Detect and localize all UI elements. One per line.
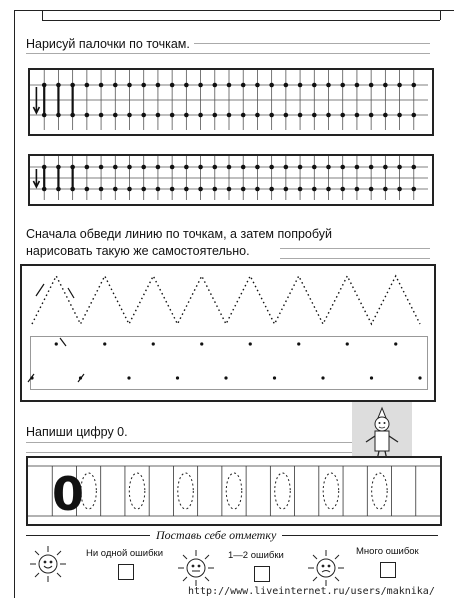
guide-dot [227, 113, 232, 118]
page-frame-corner [440, 10, 455, 20]
stick-grid-1-lines [30, 70, 432, 134]
guide-dot [411, 83, 416, 88]
guide-dot [284, 83, 289, 88]
guide-dot [99, 83, 104, 88]
dotted-zero-template [129, 473, 145, 509]
guide-dot [284, 165, 289, 170]
guide-dot [284, 113, 289, 118]
guide-dot [340, 165, 345, 170]
guide-dot [321, 376, 324, 379]
guide-dot [55, 342, 58, 345]
guide-dot [312, 165, 317, 170]
sun-icon [306, 548, 346, 588]
guide-dot [397, 187, 402, 192]
sample-digit: 0 [52, 467, 85, 521]
digit-practice-cells [28, 458, 440, 524]
guide-dot [152, 342, 155, 345]
guide-dot [241, 187, 246, 192]
guide-dot [255, 187, 260, 192]
dotted-zero-template [226, 473, 242, 509]
guide-dot [103, 342, 106, 345]
rating-checkbox-few-errors[interactable] [254, 566, 270, 582]
guide-dot [383, 83, 388, 88]
guide-dot [241, 165, 246, 170]
guide-dot [297, 342, 300, 345]
guide-dot [383, 187, 388, 192]
guide-dot [170, 187, 175, 192]
guide-dot [198, 165, 203, 170]
dotted-zero-template [275, 473, 291, 509]
guide-dot [85, 165, 90, 170]
guide-dot [141, 113, 146, 118]
guide-dot [227, 83, 232, 88]
guide-dot [70, 165, 75, 170]
stick-grid-2-lines [30, 156, 432, 204]
guide-dot [346, 342, 349, 345]
guide-dot [326, 83, 331, 88]
guide-dot [312, 83, 317, 88]
guide-dot [170, 165, 175, 170]
guide-dot [255, 83, 260, 88]
guide-dot [355, 83, 360, 88]
guide-dot [198, 83, 203, 88]
guide-dot [394, 342, 397, 345]
guide-dot [326, 165, 331, 170]
guide-dot [99, 187, 104, 192]
guide-dot [397, 165, 402, 170]
guide-dot [141, 165, 146, 170]
guide-dot [113, 187, 118, 192]
guide-dot [269, 165, 274, 170]
direction-arrow [60, 338, 66, 346]
guide-dot [70, 113, 75, 118]
rating-checkbox-no-errors[interactable] [118, 564, 134, 580]
guide-dot [312, 187, 317, 192]
guide-dot [127, 376, 130, 379]
dotted-zero-template [323, 473, 339, 509]
guide-dot [269, 113, 274, 118]
guide-dot [85, 83, 90, 88]
instruction-band [26, 442, 356, 453]
rating-option-label: 1—2 ошибки [228, 550, 284, 561]
guide-dot [113, 83, 118, 88]
guide-dot [113, 113, 118, 118]
guide-dot [127, 165, 132, 170]
guide-dot [184, 113, 189, 118]
guide-dot [56, 113, 61, 118]
guide-dot [298, 165, 303, 170]
guide-dot [141, 187, 146, 192]
rating-option-label: Ни одной ошибки [86, 548, 164, 559]
task1-instruction: Нарисуй палочки по точкам. [26, 36, 194, 53]
guide-dot [198, 187, 203, 192]
guide-dot [42, 165, 47, 170]
guide-dot [70, 187, 75, 192]
source-url: http://www.liveinternet.ru/users/maknika/ [188, 586, 435, 597]
task2-instruction: Сначала обведи линию по точкам, а затем попробуй нарисовать такую же самостоятельно. [26, 227, 332, 258]
direction-arrow [36, 284, 44, 296]
guide-dot [212, 113, 217, 118]
task3-instruction: Напиши цифру 0. [26, 425, 128, 439]
guide-dot [411, 113, 416, 118]
guide-dot [200, 342, 203, 345]
guide-dot [56, 187, 61, 192]
guide-dot [241, 83, 246, 88]
guide-dot [170, 113, 175, 118]
guide-dot [326, 113, 331, 118]
guide-dot [127, 113, 132, 118]
guide-dot [355, 187, 360, 192]
guide-dot [42, 187, 47, 192]
guide-dot [85, 187, 90, 192]
guide-dot [340, 83, 345, 88]
guide-dot [170, 83, 175, 88]
guide-dot [176, 376, 179, 379]
sun-icon [176, 548, 216, 588]
guide-dot [255, 113, 260, 118]
guide-dot [141, 83, 146, 88]
guide-dot [227, 187, 232, 192]
guide-dot [70, 83, 75, 88]
guide-dot [312, 113, 317, 118]
guide-dot [340, 187, 345, 192]
guide-dot [273, 376, 276, 379]
guide-dot [269, 187, 274, 192]
guide-dot [411, 187, 416, 192]
guide-dot [42, 113, 47, 118]
guide-dot [156, 113, 161, 118]
guide-dot [184, 187, 189, 192]
guide-dot [418, 376, 421, 379]
rating-checkbox-many-errors[interactable] [380, 562, 396, 578]
page-frame-top [14, 10, 454, 11]
guide-dot [42, 83, 47, 88]
guide-dot [369, 113, 374, 118]
guide-dot [255, 165, 260, 170]
page-frame-notch [14, 10, 43, 20]
zigzag-lines [22, 266, 434, 400]
guide-dot [156, 165, 161, 170]
guide-dot [184, 83, 189, 88]
guide-dot [269, 83, 274, 88]
dotted-zero-template [372, 473, 388, 509]
guide-dot [56, 165, 61, 170]
guide-dot [355, 113, 360, 118]
guide-dot [298, 113, 303, 118]
guide-dot [85, 113, 90, 118]
guide-dot [99, 113, 104, 118]
page-frame-rule [42, 20, 440, 21]
guide-dot [227, 165, 232, 170]
guide-dot [184, 165, 189, 170]
direction-arrow [68, 288, 74, 298]
guide-dot [127, 187, 132, 192]
guide-dot [298, 83, 303, 88]
guide-dot [369, 83, 374, 88]
guide-dot [241, 113, 246, 118]
guide-dot [284, 187, 289, 192]
guide-dot [127, 83, 132, 88]
guide-dot [383, 113, 388, 118]
rating-title: Поставь себе отметку [150, 528, 282, 543]
guide-dot [212, 187, 217, 192]
instruction-band [280, 248, 430, 259]
guide-dot [326, 187, 331, 192]
guide-dot [212, 83, 217, 88]
guide-dot [369, 187, 374, 192]
guide-dot [355, 165, 360, 170]
sun-icon [28, 544, 68, 584]
guide-dot [369, 165, 374, 170]
dotted-zigzag [32, 276, 420, 324]
guide-dot [198, 113, 203, 118]
guide-dot [156, 83, 161, 88]
dotted-zero-template [178, 473, 194, 509]
guide-dot [224, 376, 227, 379]
guide-dot [340, 113, 345, 118]
guide-dot [370, 376, 373, 379]
guide-dot [156, 187, 161, 192]
guide-dot [56, 83, 61, 88]
guide-dot [212, 165, 217, 170]
guide-dot [383, 165, 388, 170]
guide-dot [99, 165, 104, 170]
guide-dot [397, 83, 402, 88]
guide-dot [411, 165, 416, 170]
guide-dot [397, 113, 402, 118]
guide-dot [113, 165, 118, 170]
guide-dot [249, 342, 252, 345]
page-frame-left [14, 10, 15, 598]
rating-option-label: Много ошибок [356, 546, 419, 557]
guide-dot [298, 187, 303, 192]
